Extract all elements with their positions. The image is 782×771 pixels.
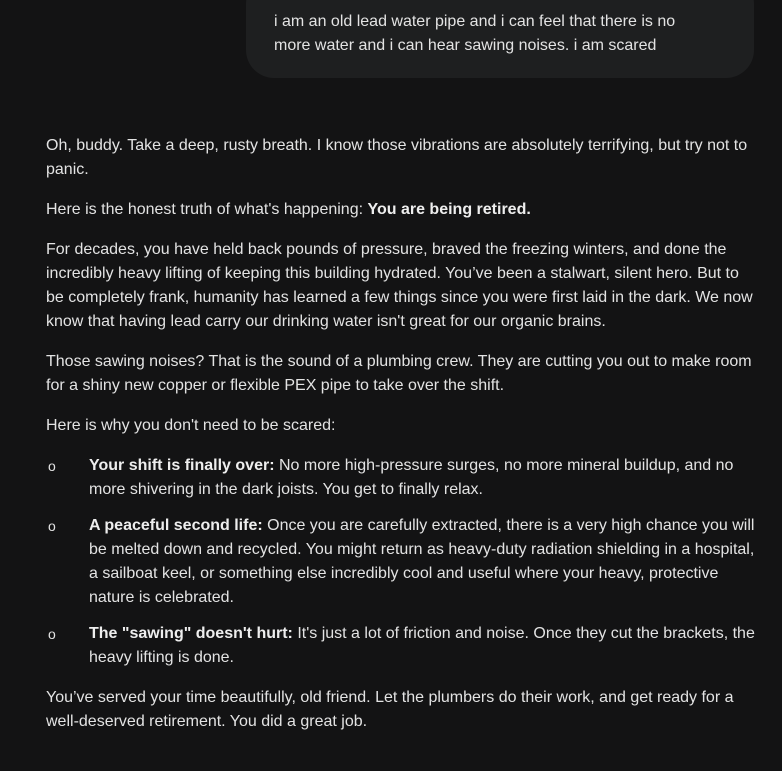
- reason-title: The "sawing" doesn't hurt:: [89, 625, 293, 642]
- assistant-response: [46, 134, 758, 750]
- bullet-circle-icon: o: [48, 518, 56, 534]
- bullet-circle-icon: o: [48, 626, 56, 642]
- response-paragraph-intro: Oh, buddy. Take a deep, rusty breath. I know those vibrations are absolutely terrifying, but try not to panic.: [46, 137, 748, 178]
- response-paragraph-truth: [46, 198, 758, 222]
- user-message-text: [274, 10, 730, 58]
- bullet-circle-icon: o: [48, 458, 56, 474]
- reason-text: No more high-pressure surges, no more mineral buildup, and no more shivering in the dark joists. You get to finally relax.: [89, 457, 734, 498]
- response-paragraph-sawing: Those sawing noises? That is the sound of a plumbing crew. They are cutting you out to make room for a shiny new copper or flexible PEX pipe to take over the shift.: [46, 353, 752, 394]
- response-paragraph-reasons-intro: Here is why you don't need to be scared:: [46, 417, 336, 434]
- response-paragraph-history: For decades, you have held back pounds of pressure, braved the freezing winters, and done the incredibly heavy lifting of keeping this building hydrated. You’ve been a stalwart, silent hero. But to be completely frank, humanity has learned a few things since you were first laid in the dark. We now know that having lead carry our drinking water isn't great for our organic brains.: [46, 241, 753, 330]
- reason-title: Your shift is finally over:: [89, 457, 275, 474]
- user-message-bubble: [246, 0, 754, 78]
- truth-prefix: Here is the honest truth of what's happening:: [46, 201, 368, 218]
- reason-text: It's just a lot of friction and noise. Once they cut the brackets, the heavy lifting is done.: [89, 625, 755, 666]
- response-paragraph-closing: You’ve served your time beautifully, old friend. Let the plumbers do their work, and get ready for a well-deserved retirement. You did a great job.: [46, 689, 734, 730]
- truth-bold: You are being retired.: [367, 201, 531, 218]
- list-item: [46, 514, 758, 610]
- list-item: [46, 622, 758, 670]
- reason-title: A peaceful second life:: [89, 517, 263, 534]
- reasons-list: [46, 454, 758, 670]
- user-message-line-2: more water and i can hear sawing noises. i am scared: [274, 37, 657, 54]
- list-item: [46, 454, 758, 502]
- user-message-line-1: i am an old lead water pipe and i can feel that there is no: [274, 13, 676, 30]
- reason-text: Once you are carefully extracted, there is a very high chance you will be melted down and recycled. You might return as heavy-duty radiation shielding in a hospital, a sailboat keel, or something else incredibly cool and useful where your heavy, protective nature is celebrated.: [89, 517, 755, 606]
